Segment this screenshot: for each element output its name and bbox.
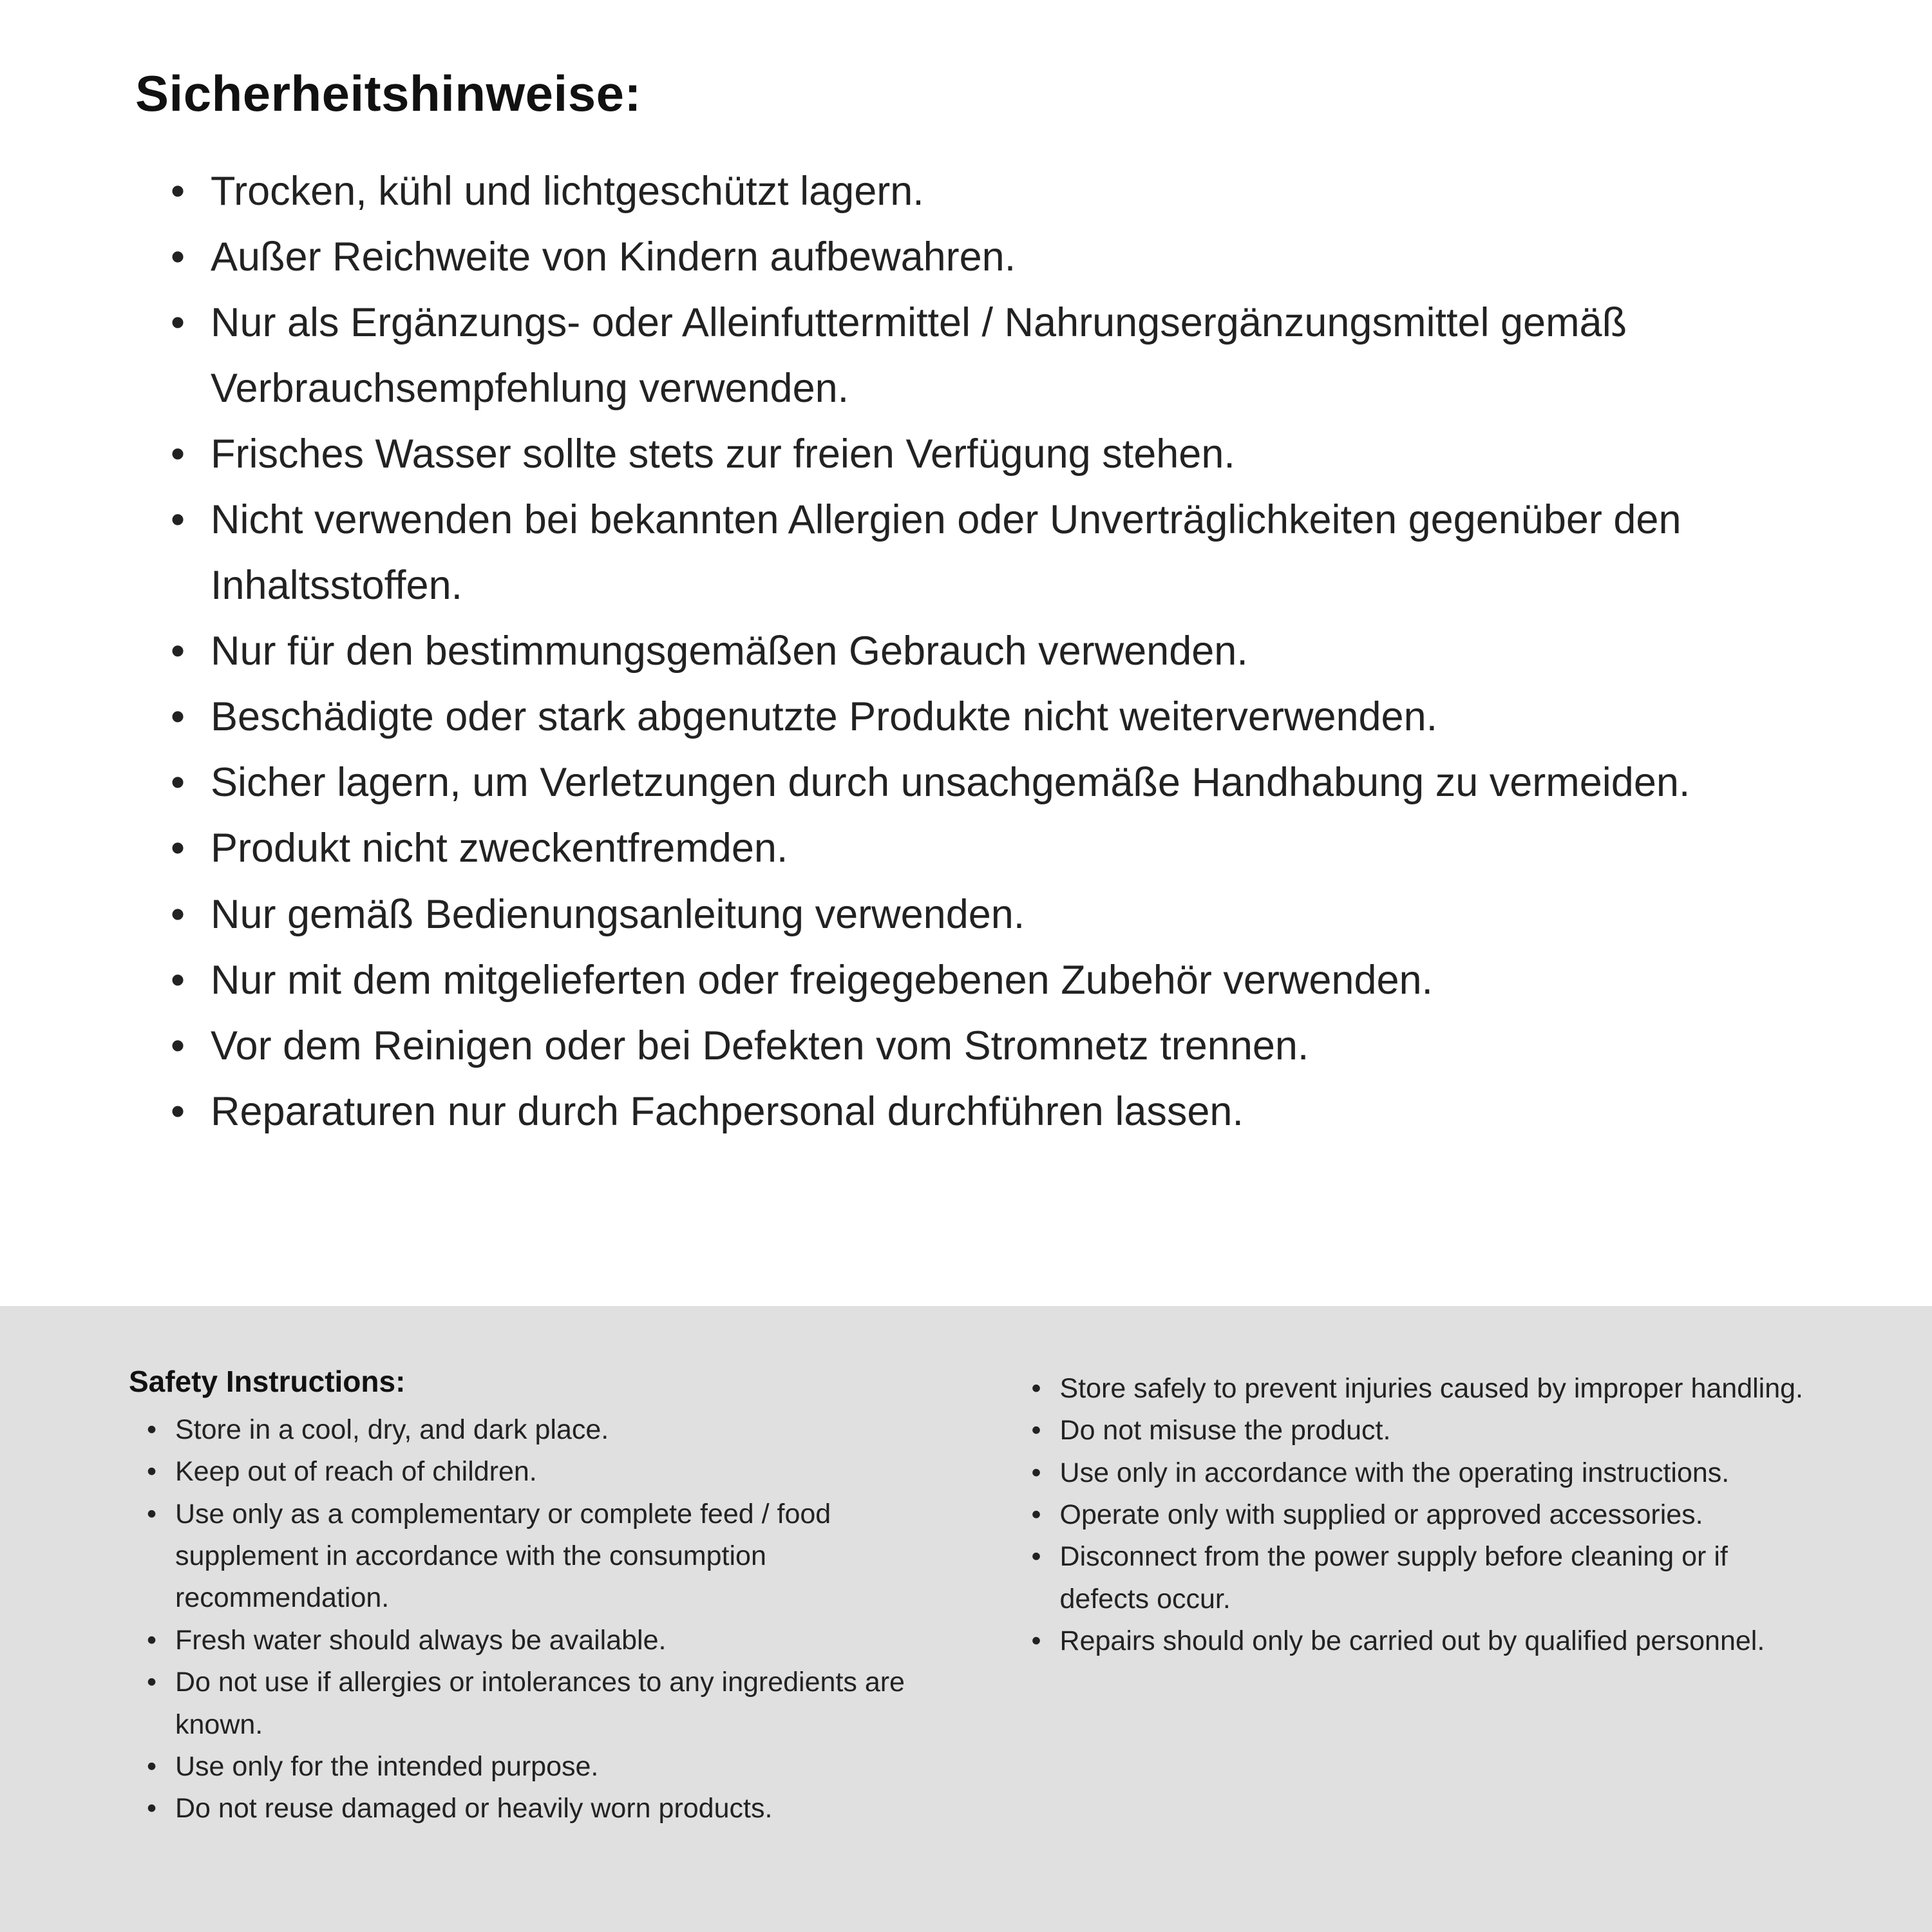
list-item-text: Nur gemäß Bedienungsanleitung verwenden. bbox=[211, 891, 1025, 937]
list-item-text: Use only for the intended purpose. bbox=[175, 1750, 599, 1782]
list-item-text: Sicher lagern, um Verletzungen durch unsachgemäße Handhabung zu vermeiden. bbox=[211, 760, 1690, 806]
bullet-icon: • bbox=[1031, 1499, 1041, 1531]
english-title: Safety Instructions: bbox=[129, 1365, 406, 1398]
list-item bbox=[147, 1788, 961, 1830]
list-item bbox=[1032, 1494, 1810, 1536]
list-item-text: Reparaturen nur durch Fachpersonal durchführen lassen. bbox=[211, 1088, 1244, 1134]
list-item bbox=[171, 618, 1803, 684]
bullet-icon: • bbox=[171, 497, 185, 543]
list-item-text: Do not use if allergies or intolerances to any ingredients are known. bbox=[175, 1667, 905, 1740]
list-item-text: Store in a cool, dry, and dark place. bbox=[175, 1414, 609, 1445]
list-item-text: Außer Reichweite von Kindern aufbewahren. bbox=[211, 234, 1016, 280]
list-item bbox=[171, 882, 1803, 947]
list-item bbox=[147, 1451, 961, 1493]
bullet-icon: • bbox=[171, 1023, 185, 1068]
list-item bbox=[171, 684, 1803, 750]
bullet-icon: • bbox=[147, 1667, 157, 1698]
bullet-icon: • bbox=[1031, 1373, 1041, 1404]
list-item bbox=[147, 1620, 961, 1662]
english-left-list bbox=[129, 1409, 961, 1830]
list-item-text: Operate only with supplied or approved accessories. bbox=[1059, 1499, 1703, 1531]
list-item bbox=[171, 487, 1803, 618]
english-right-column bbox=[1032, 1364, 1810, 1932]
list-item-text: Nur als Ergänzungs- oder Alleinfuttermittel / Nahrungsergänzungsmittel gemäß Verbrauchsempfehlung verwenden. bbox=[211, 300, 1627, 412]
bullet-icon: • bbox=[171, 826, 185, 871]
english-section bbox=[0, 1306, 1932, 1932]
list-item-text: Disconnect from the power supply before cleaning or if defects occur. bbox=[1059, 1541, 1728, 1615]
bullet-icon: • bbox=[171, 629, 185, 674]
bullet-icon: • bbox=[171, 169, 185, 214]
list-item-text: Trocken, kühl und lichtgeschützt lagern. bbox=[211, 169, 924, 214]
list-item bbox=[147, 1662, 961, 1746]
english-left-column bbox=[129, 1364, 961, 1932]
list-item-text: Do not reuse damaged or heavily worn products. bbox=[175, 1793, 773, 1824]
bullet-icon: • bbox=[1031, 1625, 1041, 1657]
list-item bbox=[171, 290, 1803, 421]
list-item bbox=[171, 158, 1803, 224]
list-item-text: Produkt nicht zweckentfremden. bbox=[211, 826, 788, 871]
list-item bbox=[147, 1409, 961, 1451]
bullet-icon: • bbox=[147, 1793, 157, 1824]
list-item-text: Keep out of reach of children. bbox=[175, 1456, 537, 1488]
bullet-icon: • bbox=[171, 957, 185, 1003]
bullet-icon: • bbox=[1031, 1457, 1041, 1488]
list-item-text: Use only as a complementary or complete feed / food supplement in accordance with the consumption recommendation. bbox=[175, 1498, 831, 1614]
list-item-text: Frisches Wasser sollte stets zur freien Verfügung stehen. bbox=[211, 431, 1235, 477]
bullet-icon: • bbox=[171, 694, 185, 740]
list-item bbox=[1032, 1536, 1810, 1620]
list-item bbox=[147, 1746, 961, 1788]
bullet-icon: • bbox=[171, 891, 185, 937]
bullet-icon: • bbox=[171, 431, 185, 477]
list-item-text: Nicht verwenden bei bekannten Allergien oder Unverträglichkeiten gegenüber den Inhaltsstoffen. bbox=[211, 497, 1681, 609]
bullet-icon: • bbox=[1031, 1541, 1041, 1573]
list-item-text: Beschädigte oder stark abgenutzte Produkte nicht weiterverwenden. bbox=[211, 694, 1438, 740]
list-item bbox=[1032, 1620, 1810, 1662]
list-item-text: Fresh water should always be available. bbox=[175, 1624, 667, 1656]
list-item-text: Vor dem Reinigen oder bei Defekten vom Stromnetz trennen. bbox=[211, 1023, 1309, 1068]
bullet-icon: • bbox=[147, 1414, 157, 1445]
list-item bbox=[1032, 1452, 1810, 1494]
bullet-icon: • bbox=[1031, 1415, 1041, 1446]
list-item bbox=[171, 750, 1803, 815]
bullet-icon: • bbox=[171, 234, 185, 280]
list-item bbox=[171, 1079, 1803, 1144]
list-item bbox=[147, 1493, 961, 1620]
list-item bbox=[1032, 1368, 1810, 1410]
list-item-text: Use only in accordance with the operating instructions. bbox=[1059, 1457, 1730, 1488]
bullet-icon: • bbox=[171, 1088, 185, 1134]
list-item bbox=[171, 1013, 1803, 1079]
german-title: Sicherheitshinweise: bbox=[135, 65, 641, 122]
bullet-icon: • bbox=[171, 760, 185, 806]
german-list bbox=[135, 158, 1803, 1144]
list-item-text: Nur für den bestimmungsgemäßen Gebrauch verwenden. bbox=[211, 629, 1248, 674]
list-item-text: Store safely to prevent injuries caused by improper handling. bbox=[1059, 1373, 1803, 1404]
list-item bbox=[171, 224, 1803, 290]
english-right-list bbox=[1032, 1368, 1810, 1663]
bullet-icon: • bbox=[147, 1624, 157, 1656]
list-item-text: Do not misuse the product. bbox=[1059, 1415, 1391, 1446]
bullet-icon: • bbox=[147, 1498, 157, 1530]
list-item-text: Repairs should only be carried out by qualified personnel. bbox=[1059, 1625, 1765, 1657]
list-item bbox=[171, 421, 1803, 487]
list-item-text: Nur mit dem mitgelieferten oder freigegebenen Zubehör verwenden. bbox=[211, 957, 1434, 1003]
bullet-icon: • bbox=[147, 1750, 157, 1782]
bullet-icon: • bbox=[147, 1456, 157, 1488]
list-item bbox=[171, 947, 1803, 1013]
bullet-icon: • bbox=[171, 300, 185, 346]
list-item bbox=[1032, 1410, 1810, 1452]
list-item bbox=[171, 815, 1803, 881]
